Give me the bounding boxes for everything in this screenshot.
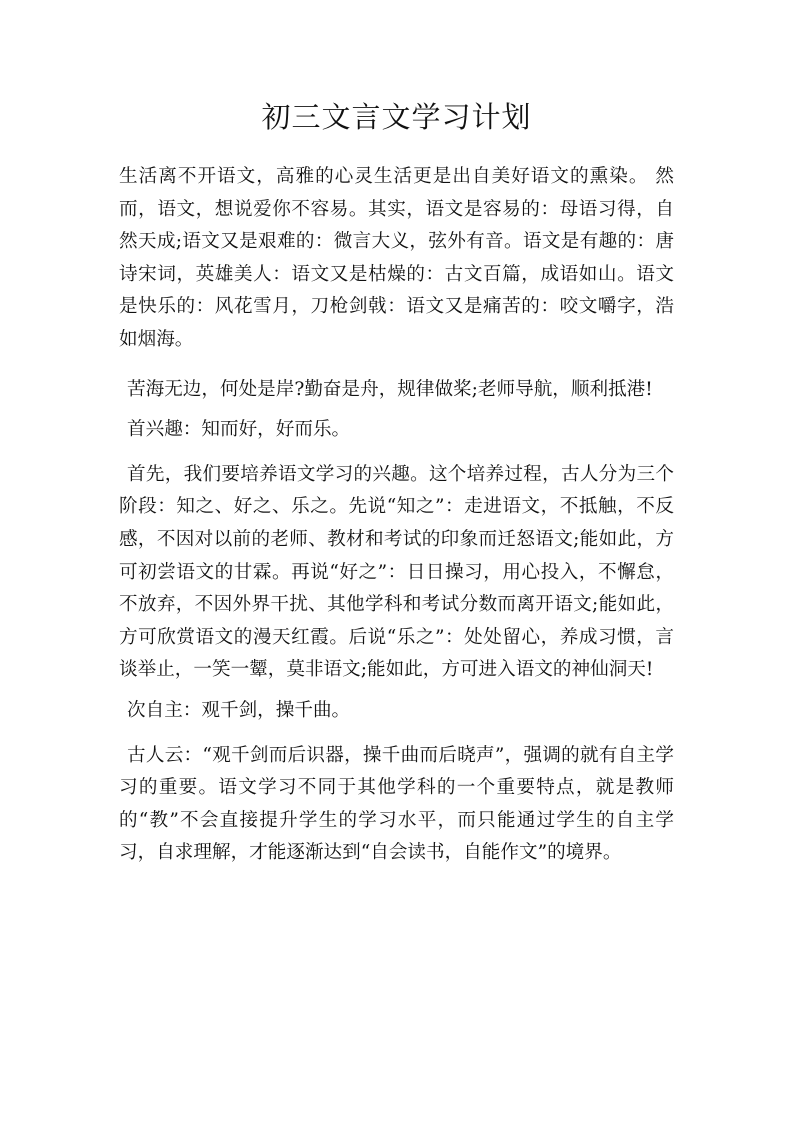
intro-paragraph: 生活离不开语文，高雅的心灵生活更是出自美好语文的熏染。 然而，语文，想说爱你不容易。其实，语文是容易的：母语习得，自然天成;语文又是艰难的：微言大义，弦外有音。语文是有趣的：唐诗宋词，英雄美人：语文又是枯燥的：古文百篇，成语如山。语文是快乐的：风花雪月，刀枪剑戟：语文又是痛苦的：咬文嚼字，浩如烟海。: [119, 166, 674, 350]
interest-paragraph: 首先，我们要培养语文学习的兴趣。这个培养过程，古人分为三个阶段：知之、好之、乐之。先说“知之”：走进语文，不抵触，不反感，不因对以前的老师、教材和考试的印象而迁怒语文;能如此，方可初尝语文的甘霖。再说“好之”：日日操习，用心投入，不懈怠，不放弃，不因外界干扰、其他学科和考试分数而离开语文;能如此，方可欣赏语文的漫天红霞。后说“乐之”：处处留心，养成习惯，言谈举止，一笑一颦，莫非语文;能如此，方可进入语文的神仙洞天!: [119, 463, 674, 681]
document-title: 初三文言文学习计划: [261, 100, 532, 134]
motto-paragraph: 苦海无边，何处是岸?勤奋是舟，规律做桨;老师导航，顺利抵港!: [127, 378, 653, 400]
section-heading-autonomy: 次自主：观千剑，操千曲。: [127, 699, 351, 721]
autonomy-paragraph: 古人云：“观千剑而后识器，操千曲而后晓声”，强调的就有自主学习的重要。语文学习不同于其他学科的一个重要特点，就是教师的“教”不会直接提升学生的学习水平，而只能通过学生的自主学习，自求理解，才能逐渐达到“自会读书，自能作文”的境界。: [119, 744, 674, 864]
section-heading-interest: 首兴趣：知而好，好而乐。: [127, 419, 351, 441]
